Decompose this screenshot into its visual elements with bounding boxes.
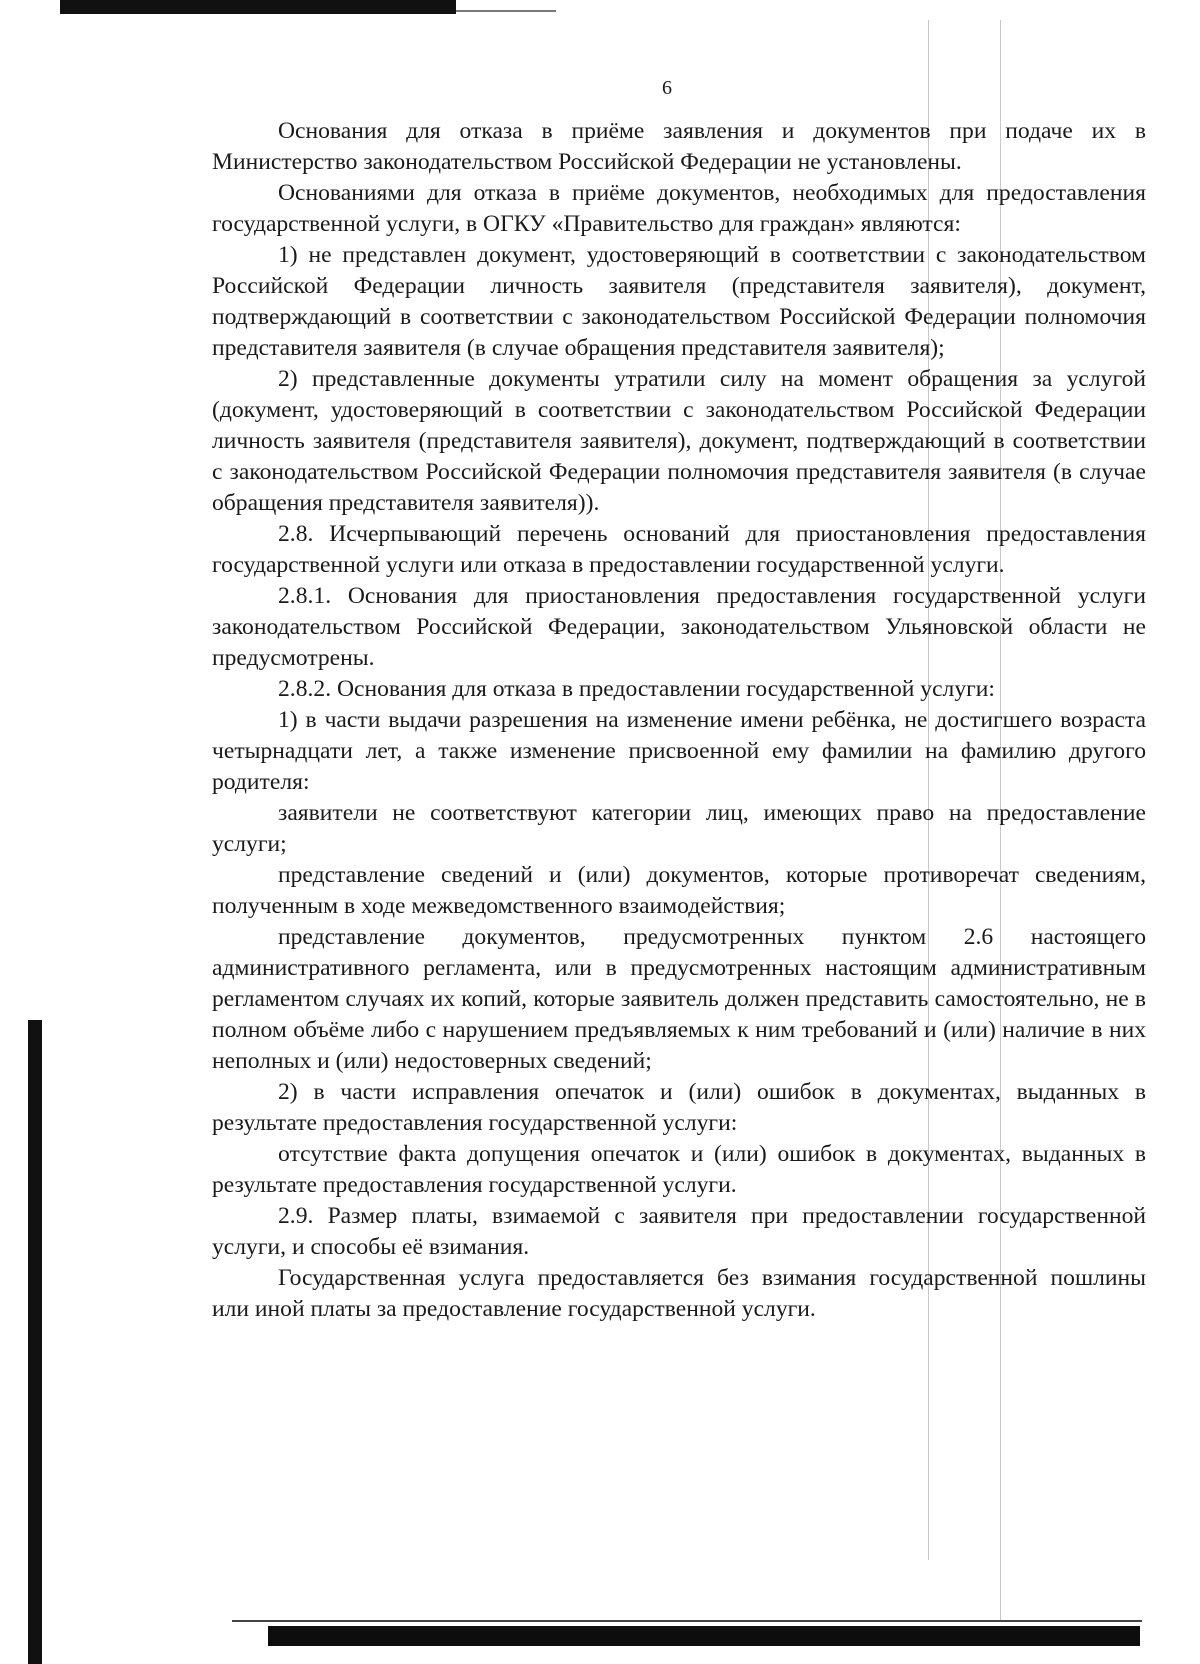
paragraph: 2) представленные документы утратили силу на момент обращения за услугой (документ, удостоверяющий в соответствии с законодательством Российской Федерации личность заявителя (представителя заявителя), документ, подтверждающий в соответствии с законодательством Российской Федерации полномочия представителя заявителя (в случае обращения представителя заявителя)). — [212, 366, 1146, 516]
paragraph: Государственная услуга предоставляется без взимания государственной пошлины или иной платы за предоставление государственной услуги. — [212, 1265, 1146, 1322]
paragraph: 2.8.2. Основания для отказа в предоставлении государственной услуги: — [278, 676, 995, 702]
scan-edge-bottom — [268, 1626, 1140, 1646]
paragraph: заявители не соответствуют категории лиц, имеющих право на предоставление услуги; — [212, 800, 1146, 857]
section-heading: 2.8. Исчерпывающий перечень оснований для приостановления предоставления государственной услуги или отказа в предоставлении государственной услуги. — [212, 521, 1146, 578]
paragraph: 2.8.1. Основания для приостановления предоставления государственной услуги законодательством Российской Федерации, законодательством Ульяновской области не предусмотрены. — [212, 583, 1146, 671]
page-number: 6 — [662, 77, 672, 99]
scan-edge-top — [60, 0, 456, 14]
paragraph: Основания для отказа в приёме заявления и документов при подаче их в Министерство законодательством Российской Федерации не установлены. — [212, 118, 1146, 175]
scan-edge-left — [28, 1020, 42, 1664]
paragraph: Основаниями для отказа в приёме документов, необходимых для предоставления государственной услуги, в ОГКУ «Правительство для граждан» являются: — [212, 180, 1146, 237]
section-heading: 2.9. Размер платы, взимаемой с заявителя при предоставлении государственной услуги, и способы её взимания. — [212, 1203, 1146, 1260]
paragraph: 2) в части исправления опечаток и (или) ошибок в документах, выданных в результате предоставления государственной услуги: — [212, 1079, 1146, 1136]
paragraph: представление сведений и (или) документов, которые противоречат сведениям, полученным в ходе межведомственного взаимодействия; — [212, 862, 1146, 919]
paragraph: отсутствие факта допущения опечаток и (или) ошибок в документах, выданных в результате предоставления государственной услуги. — [212, 1141, 1146, 1198]
paragraph: представление документов, предусмотренных пунктом 2.6 настоящего административного регламента, или в предусмотренных настоящим административным регламентом случаях их копий, которые заявитель должен представить самостоятельно, не в полном объёме либо с нарушением предъявляемых к ним требований и (или) наличие в них неполных и (или) недостоверных сведений; — [212, 924, 1146, 1074]
document-body — [212, 116, 1146, 1325]
scan-edge-bottom-line — [232, 1620, 1142, 1622]
paragraph: 1) не представлен документ, удостоверяющий в соответствии с законодательством Российской Федерации личность заявителя (представителя заявителя), документ, подтверждающий в соответствии с законодательством Российской Федерации полномочия представителя заявителя (в случае обращения представителя заявителя); — [212, 242, 1146, 361]
scan-edge-top-line — [456, 10, 556, 12]
paragraph: 1) в части выдачи разрешения на изменение имени ребёнка, не достигшего возраста четырнадцати лет, а также изменение присвоенной ему фамилии на фамилию другого родителя: — [212, 707, 1146, 795]
